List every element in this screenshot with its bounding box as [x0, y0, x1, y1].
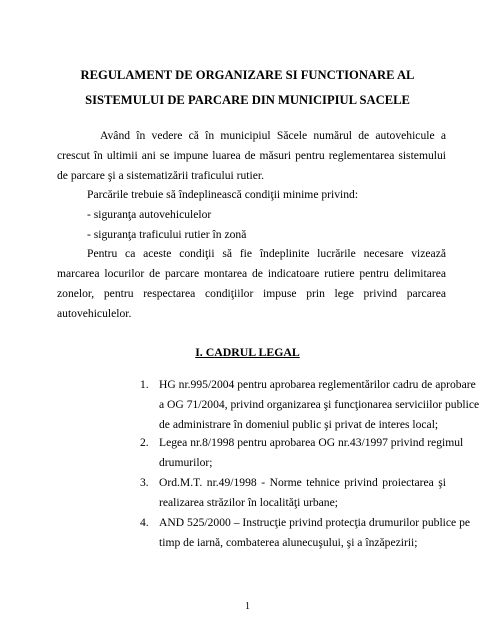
purpose-line-4: autovehiculelor. [57, 307, 132, 320]
document-title-line-1: REGULAMENT DE ORGANIZARE SI FUNCTIONARE AL [80, 68, 415, 82]
document-title-line-2: SISTEMULUI DE PARCARE DIN MUNICIPIUL SACELE [85, 93, 410, 107]
legal-item-line: AND 525/2000 – Instrucţie privind protecţia drumurilor publice pe [159, 516, 471, 529]
purpose-line-2: marcarea locurilor de parcare montarea de indicatoare rutiere pentru delimitarea [57, 267, 446, 280]
legal-item-line: timp de iarnă, combaterea alunecuşului, şi a înzăpezirii; [159, 536, 418, 549]
legal-item-line: drumurilor; [159, 456, 213, 469]
legal-item-line: a OG 71/2004, privind organizarea şi funcţionarea serviciilor publice [159, 398, 480, 411]
legal-item-line: Legea nr.8/1998 pentru aprobarea OG nr.43/1997 privind regimul [159, 436, 464, 449]
intro-line-1: Având în vedere că în municipiul Săcele numărul de autovehicule a [100, 129, 446, 142]
legal-item-number: 4. [140, 516, 149, 529]
condition-item: - siguranţa autovehiculelor [87, 208, 212, 221]
legal-item-line: Ord.M.T. nr.49/1998 - Norme tehnice privind proiectarea şi [159, 476, 446, 489]
conditions-lead: Parcările trebuie să îndeplinească condiţii minime privind: [87, 188, 359, 201]
legal-item-line: realizarea străzilor în localităţi urbane; [159, 496, 338, 509]
legal-item-line: HG nr.995/2004 pentru aprobarea reglementărilor cadru de aprobare [159, 378, 476, 391]
section-heading-text: I. CADRUL LEGAL [195, 345, 300, 359]
section-heading [0, 343, 495, 361]
condition-item: - siguranţa traficului rutier în zonă [87, 228, 247, 241]
purpose-line-3: zonelor, pentru respectarea condiţiilor impuse prin lege privind parcarea [57, 287, 446, 300]
legal-item-line: de administrare în domeniul public şi privat de interes local; [159, 418, 439, 431]
page-number: 1 [245, 601, 250, 612]
intro-line-3: de parcare şi a sistematizării traficului rutier. [57, 169, 264, 182]
legal-item-number: 3. [140, 476, 149, 489]
purpose-line-1: Pentru ca aceste condiţii să fie îndeplinite lucrările necesare vizează [87, 247, 446, 260]
legal-item-number: 2. [140, 436, 149, 449]
intro-line-2: crescut în ultimii ani se impune luarea de măsuri pentru reglementarea sistemului [57, 149, 446, 162]
legal-item-number: 1. [140, 378, 149, 391]
